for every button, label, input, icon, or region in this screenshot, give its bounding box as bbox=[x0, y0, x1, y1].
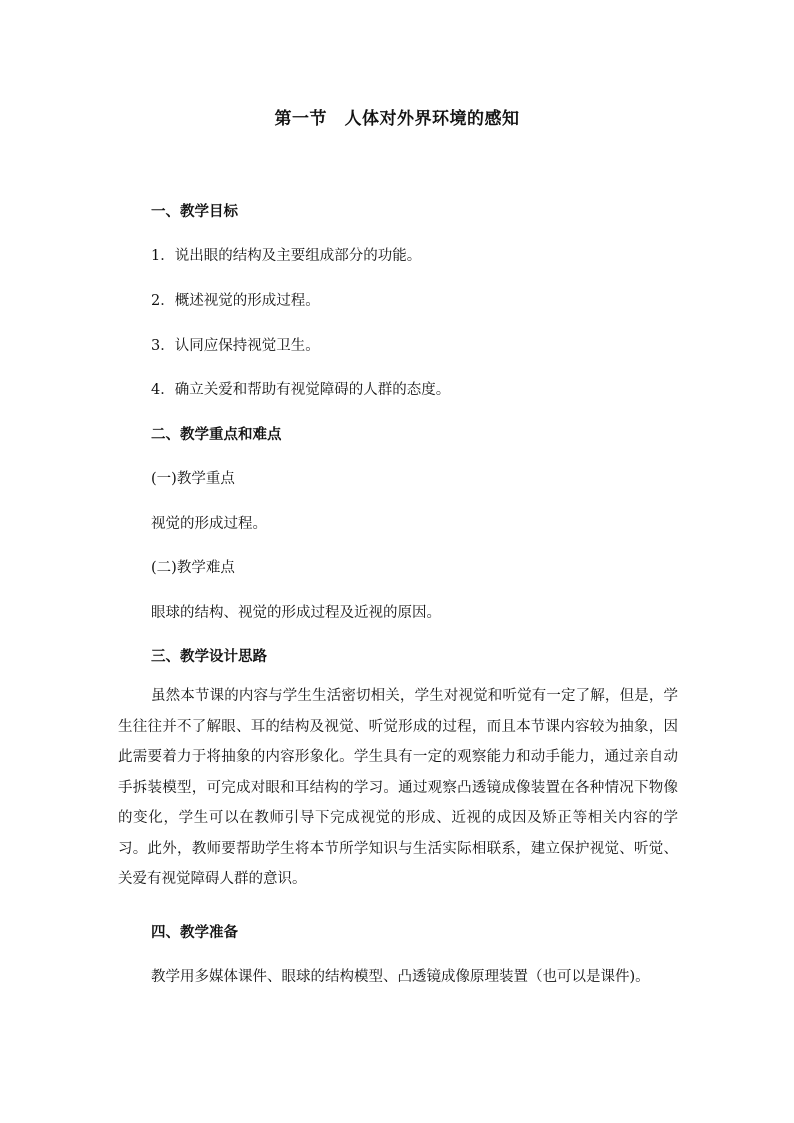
section-heading-design: 三、教学设计思路 bbox=[151, 649, 267, 665]
difficulty-label: (二)教学难点 bbox=[151, 560, 235, 576]
section-heading-objectives: 一、教学目标 bbox=[151, 204, 238, 220]
key-point-label: (一)教学重点 bbox=[151, 471, 235, 487]
objective-item-2: 2．概述视觉的形成过程。 bbox=[151, 293, 320, 309]
key-point-text: 视觉的形成过程。 bbox=[151, 516, 267, 532]
objective-item-3: 3．认同应保持视觉卫生。 bbox=[151, 338, 320, 354]
design-paragraph: 虽然本节课的内容与学生生活密切相关，学生对视觉和听觉有一定了解，但是，学生往往并不了解眼、耳的结构及视觉、听觉形成的过程，而且本节课内容较为抽象，因此需要着力于将抽象的内容形象化。学生具有一定的观察能力和动手能力，通过亲自动手拆装模型，可完成对眼和耳结构的学习。通过观察凸透镜成像装置在各种情况下物像的变化，学生可以在教师引导下完成视觉的形成、近视的成因及矫正等相关内容的学习。此外，教师要帮助学生将本节所学知识与生活实际相联系，建立保护视觉、听觉、关爱有视觉障碍人群的意识。 bbox=[118, 688, 678, 887]
preparation-paragraph: 教学用多媒体课件、眼球的结构模型、凸透镜成像原理装置（也可以是课件)。 bbox=[151, 969, 650, 985]
difficulty-text: 眼球的结构、视觉的形成过程及近视的原因。 bbox=[151, 605, 441, 621]
page-title: 第一节 人体对外界环境的感知 bbox=[274, 109, 520, 129]
objective-item-4: 4．确立关爱和帮助有视觉障碍的人群的态度。 bbox=[151, 382, 451, 398]
section-heading-key-points: 二、教学重点和难点 bbox=[151, 427, 282, 443]
objective-item-1: 1．说出眼的结构及主要组成部分的功能。 bbox=[151, 248, 422, 264]
section-heading-preparation: 四、教学准备 bbox=[151, 925, 238, 941]
